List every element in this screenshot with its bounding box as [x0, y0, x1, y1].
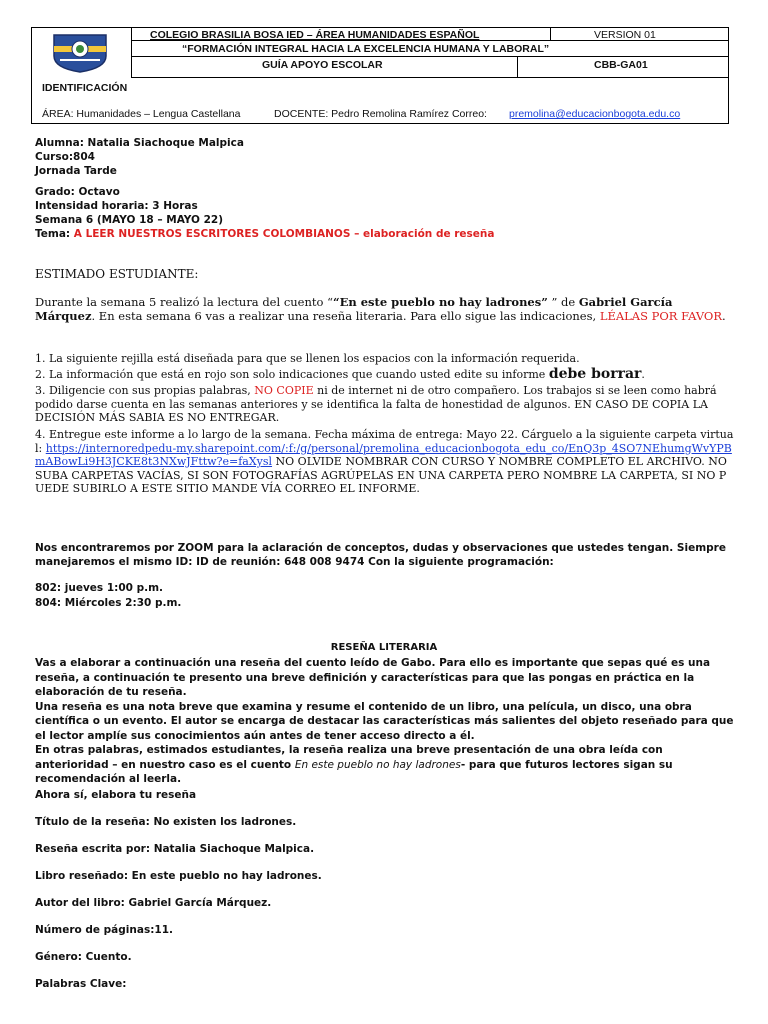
read-please-text: LÉALAS POR FAVOR	[599, 309, 723, 323]
instruction-2-emphasis: debe borrar	[548, 366, 642, 382]
instruction-3	[35, 384, 735, 425]
identification-row	[32, 78, 728, 125]
teacher-label: DOCENTE: Pedro Remolina Ramírez Correo:	[274, 108, 487, 120]
school-shield-logo-icon	[50, 32, 110, 74]
document-code: CBB-GA01	[594, 59, 648, 71]
story-title: “En este pueblo no hay ladrones”	[332, 295, 548, 309]
field-author: Autor del libro: Gabriel García Márquez.	[35, 897, 272, 909]
field-pages: Número de páginas:11.	[35, 924, 173, 936]
topic-line	[35, 228, 494, 240]
student-name: Alumna: Natalia Siachoque Malpica	[35, 137, 244, 149]
schedule-804: 804: Miércoles 2:30 p.m.	[35, 597, 182, 609]
school-name: COLEGIO BRASILIA BOSA IED – ÁREA HUMANIDADES ESPAÑOL	[150, 29, 480, 41]
version-label: VERSION 01	[594, 29, 656, 41]
topic-label: Tema:	[35, 228, 71, 240]
school-motto: “FORMACIÓN INTEGRAL HACIA LA EXCELENCIA HUMANA Y LABORAL”	[182, 43, 550, 55]
intro-text-b: ” de	[547, 295, 579, 309]
field-keywords: Palabras Clave:	[35, 978, 127, 990]
instruction-4	[35, 428, 735, 496]
instruction-1: 1. La siguiente rejilla está diseñada para que se llenen los espacios con la información requerida.	[35, 352, 580, 365]
topic-text: A LEER NUESTROS ESCRITORES COLOMBIANOS – elaboración de reseña	[73, 228, 495, 240]
school-logo-cell	[32, 28, 132, 78]
review-paragraph-3-b: - para que futuros lectores sigan su recomendación al leerla.	[35, 758, 673, 785]
header-row-motto	[132, 41, 728, 57]
intro-text-c: . En esta semana 6 vas a realizar una reseña literaria. Para ello sigue las indicaciones,	[91, 309, 600, 323]
story-author: Gabriel García Márquez	[35, 295, 673, 323]
intro-text-a: Durante la semana 5 realizó la lectura del cuento “	[35, 295, 333, 309]
greeting: ESTIMADO ESTUDIANTE:	[35, 267, 199, 281]
header-row-guide	[132, 57, 728, 78]
upload-folder-link[interactable]: https://internoredpedu-my.sharepoint.com/:f:/g/personal/premolina_educacionbogota_edu_co/EnQ3p_4SO7NEhumgWvYPBmABowLi9H3JCKE8t3NXwJFttw?e=faXysl	[35, 441, 732, 468]
review-body	[35, 656, 735, 787]
field-book: Libro reseñado: En este pueblo no hay ladrones.	[35, 870, 322, 882]
instruction-2-text: 2. La información que está en rojo son solo indicaciones que cuando usted edite su informe	[35, 368, 549, 381]
instruction-2-end: .	[641, 368, 645, 381]
identification-heading: IDENTIFICACIÓN	[42, 82, 128, 94]
schedule-802: 802: jueves 1:00 p.m.	[35, 582, 164, 594]
header-table	[31, 27, 729, 124]
guide-title: GUÍA APOYO ESCOLAR	[262, 59, 383, 71]
area-label: ÁREA: Humanidades – Lengua Castellana	[42, 108, 241, 120]
instruction-3-text-a: 3. Diligencie con sus propias palabras,	[35, 384, 255, 397]
instruction-3-text-b: ni de internet ni de otro compañero. Los trabajos si se leen como habrá podido darse cuenta en las semanas anteriores y se identifica la falta de honestidad de algunos. EN CASO DE COPIA LA DECISIÓN MÁS SABIA ES NO ENTREGAR.	[35, 384, 717, 424]
intro-text-end: .	[722, 309, 726, 323]
no-copy-text: NO COPIE	[254, 384, 314, 397]
student-course: Curso:804	[35, 151, 95, 163]
field-genre: Género: Cuento.	[35, 951, 132, 963]
teacher-email-link[interactable]: premolina@educacionbogota.edu.co	[509, 108, 681, 120]
intro-paragraph	[35, 295, 735, 323]
student-week: Semana 6 (MAYO 18 – MAYO 22)	[35, 214, 224, 226]
student-shift: Jornada Tarde	[35, 165, 117, 177]
header-row-school	[132, 28, 728, 41]
field-review-title: Título de la reseña: No existen los ladrones.	[35, 816, 297, 828]
student-hours: Intensidad horaria: 3 Horas	[35, 200, 198, 212]
field-written-by: Reseña escrita por: Natalia Siachoque Malpica.	[35, 843, 315, 855]
instruction-2	[35, 367, 735, 382]
instruction-4-text-b: NO OLVIDE NOMBRAR CON CURSO Y NOMBRE COMPLETO EL ARCHIVO. NO SUBA CARPETAS VACÍAS, SI SON FOTOGRAFÍAS AGRÚPELAS EN UNA CARPETA PERO NOMBRE LA CARPETA, SI NO PUEDE SUBIRLO A ESTE SITIO MANDE VÍA CORREO EL INFORME.	[35, 455, 727, 495]
review-story-title: En este pueblo no hay ladrones	[294, 758, 461, 771]
instruction-4-text-a: 4. Entregue este informe a lo largo de la semana. Fecha máxima de entrega: Mayo 22. Cárguelo a la siguiente carpeta virtual:	[35, 428, 734, 455]
zoom-paragraph: Nos encontraremos por ZOOM para la aclaración de conceptos, dudas y observaciones que ustedes tengan. Siempre manejaremos el mismo ID: ID de reunión: 648 008 9474 Con la siguiente programación:	[35, 542, 726, 568]
student-grade: Grado: Octavo	[35, 186, 120, 198]
review-paragraph-2: Una reseña es una nota breve que examina y resume el contenido de un libro, una película, un disco, una obra científica o un evento. El autor se encarga de destacar las características más salientes del objeto reseñado para que el lector amplíe sus conocimientos aún antes de tener acceso directo a él.	[35, 700, 734, 742]
now-heading: Ahora sí, elabora tu reseña	[35, 789, 197, 801]
review-paragraph-3	[35, 743, 735, 787]
review-heading: RESEÑA LITERARIA	[330, 642, 438, 653]
review-paragraph-1: Vas a elaborar a continuación una reseña del cuento leído de Gabo. Para ello es importante que sepas qué es una reseña, a continuación te presento una breve definición y características para que las pongas en práctica en la elaboración de tu reseña.	[35, 657, 711, 698]
review-paragraph-3-a: En otras palabras, estimados estudiantes, la reseña realiza una breve presentación de una obra leída con anterioridad – en nuestro caso es el cuento	[35, 744, 663, 771]
